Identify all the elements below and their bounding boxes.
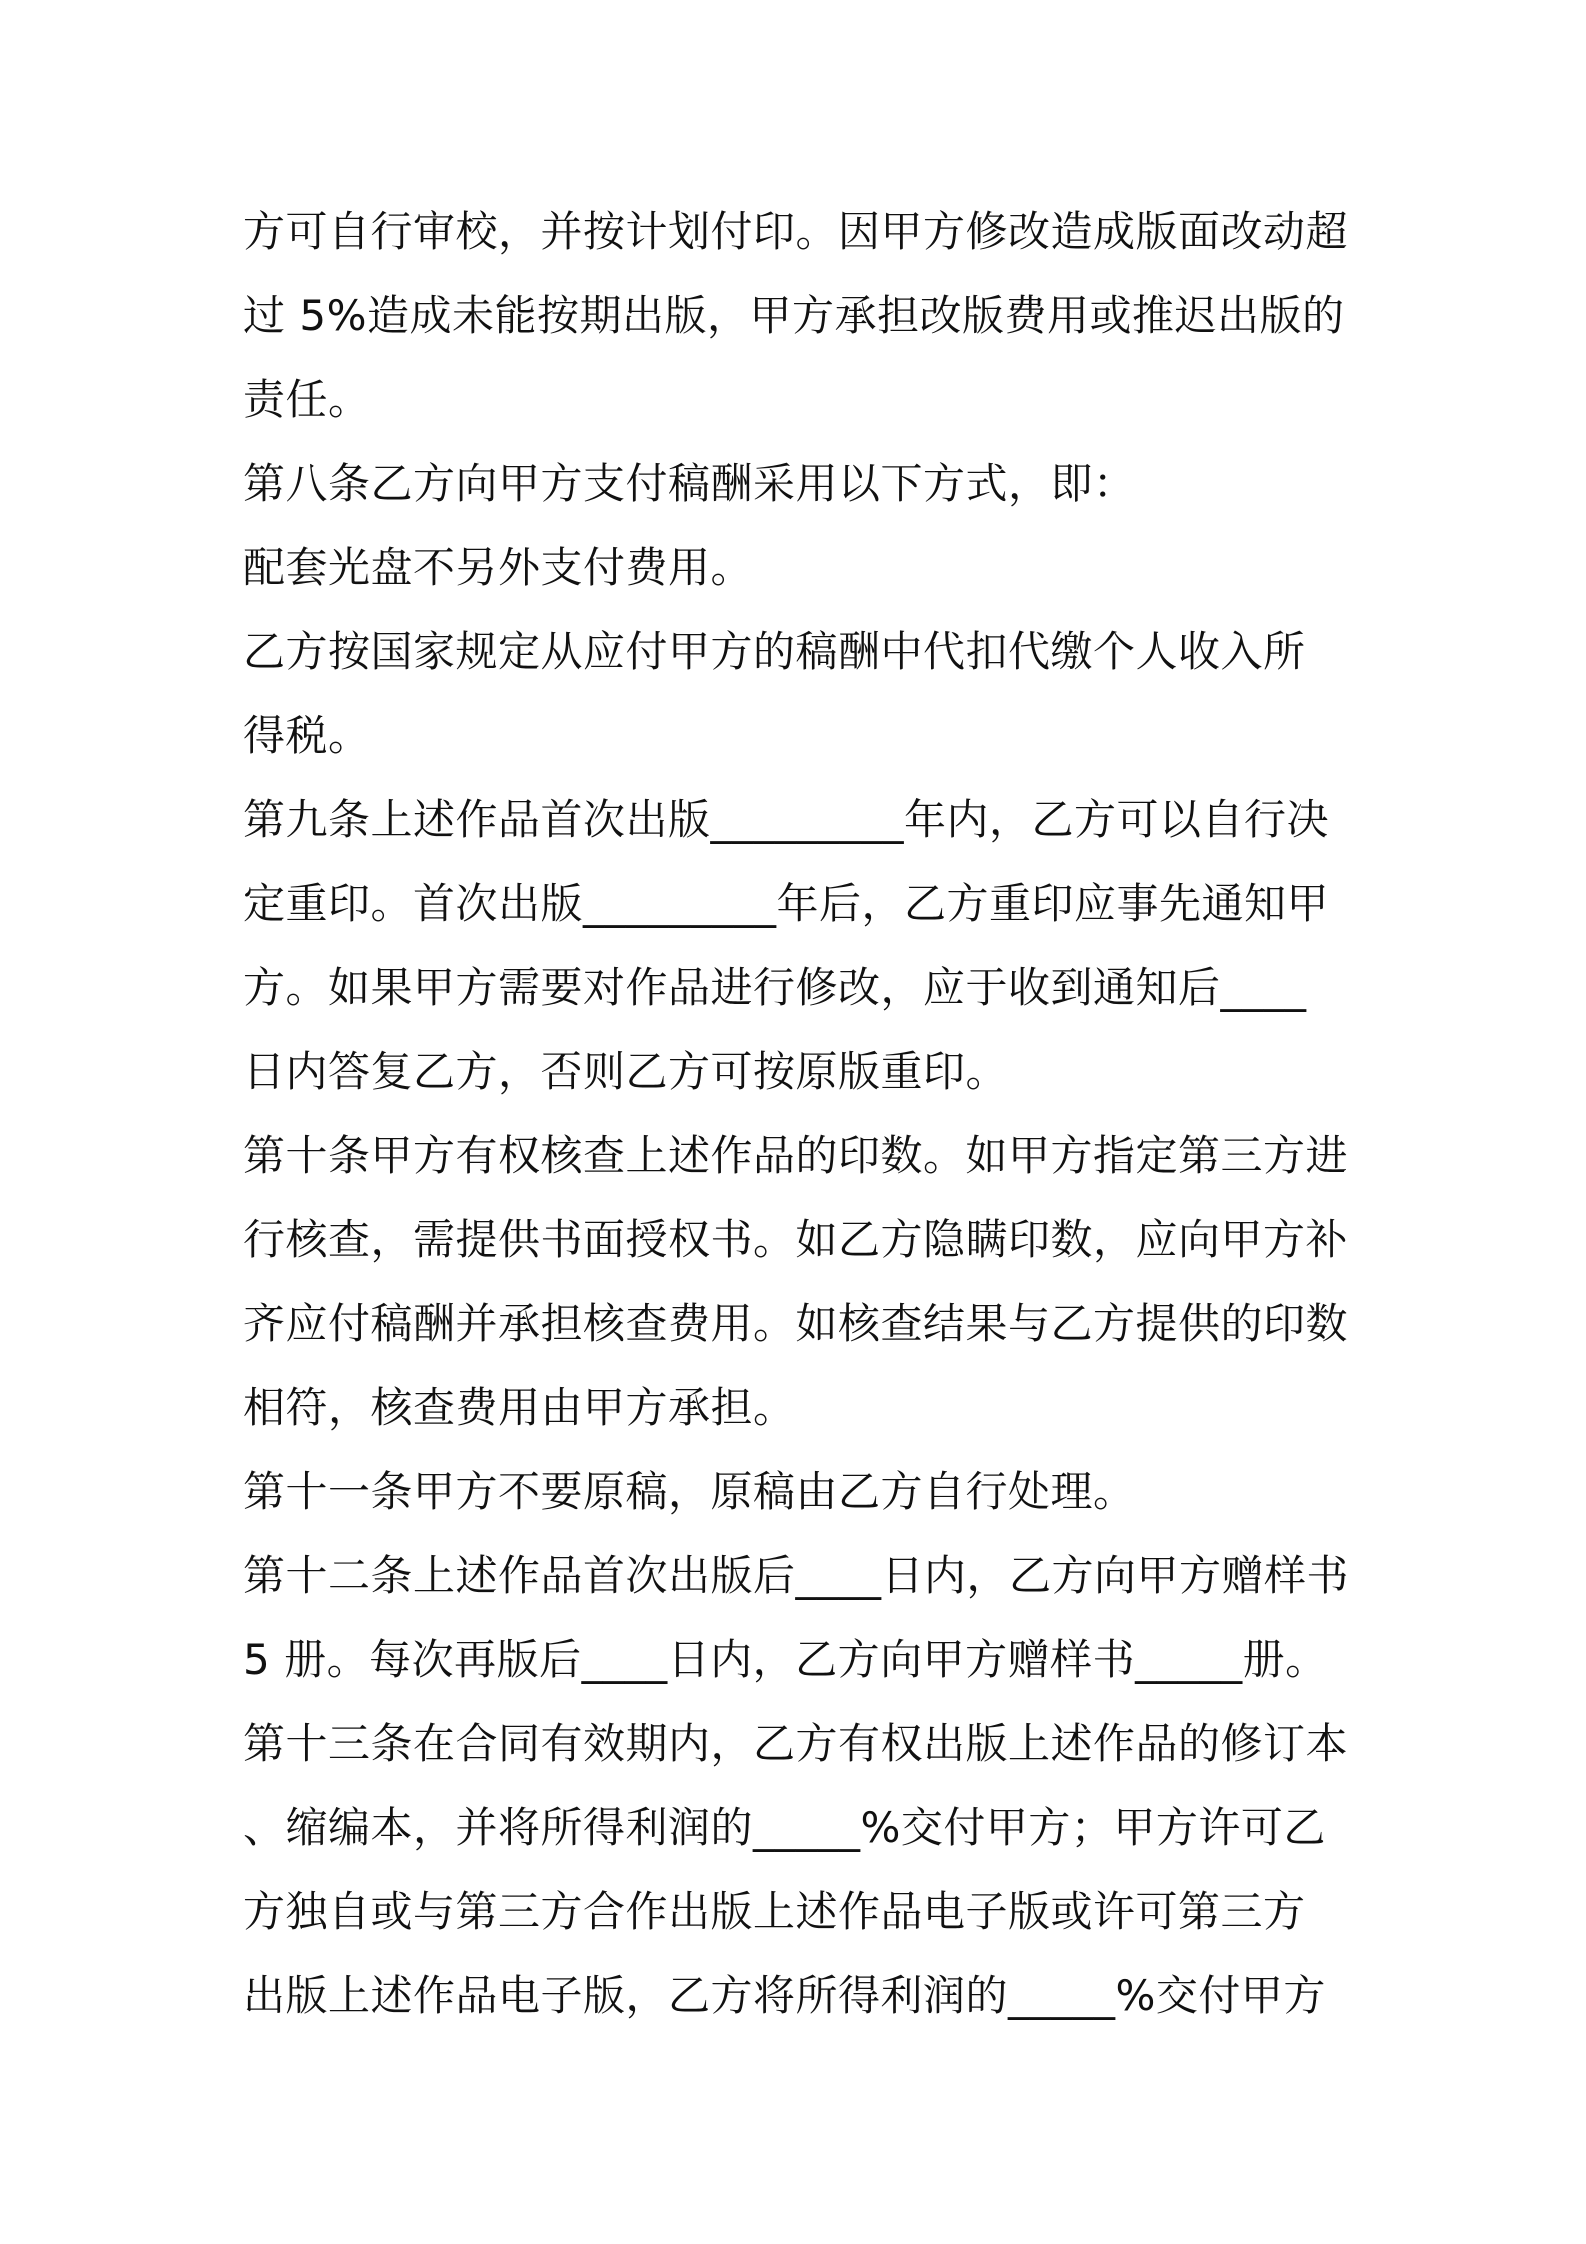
text-line: 、缩编本，并将所得利润的_____%交付甲方；甲方许可乙 [243, 1803, 1326, 1852]
text-line: 乙方按国家规定从应付甲方的稿酬中代扣代缴个人收入所 [243, 627, 1306, 676]
text-line: 第八条乙方向甲方支付稿酬采用以下方式，即： [243, 459, 1136, 508]
text-line: 过 5%造成未能按期出版，甲方承担改版费用或推迟出版的 [243, 291, 1345, 340]
text-line: 配套光盘不另外支付费用。 [243, 543, 754, 592]
text-line: 方。如果甲方需要对作品进行修改，应于收到通知后____ [243, 963, 1307, 1012]
text-line: 出版上述作品电子版，乙方将所得利润的_____%交付甲方 [243, 1971, 1326, 2020]
text-line: 日内答复乙方，否则乙方可按原版重印。 [243, 1047, 1009, 1096]
text-line: 定重印。首次出版_________年后，乙方重印应事先通知甲 [243, 879, 1330, 928]
text-line: 第十三条在合同有效期内，乙方有权出版上述作品的修订本 [243, 1719, 1349, 1768]
text-line: 第十二条上述作品首次出版后____日内，乙方向甲方赠样书 [243, 1551, 1350, 1600]
text-line: 行核查，需提供书面授权书。如乙方隐瞒印数，应向甲方补 [243, 1215, 1349, 1264]
text-line: 方独自或与第三方合作出版上述作品电子版或许可第三方 [243, 1887, 1306, 1936]
contract-text-body [243, 190, 1363, 2038]
text-line: 责任。 [243, 375, 371, 424]
text-line: 第九条上述作品首次出版_________年内，乙方可以自行决 [243, 795, 1330, 844]
text-line: 得税。 [243, 711, 371, 760]
text-line: 第十条甲方有权核查上述作品的印数。如甲方指定第三方进 [243, 1131, 1349, 1180]
text-line: 相符，核查费用由甲方承担。 [243, 1383, 796, 1432]
text-line: 第十一条甲方不要原稿，原稿由乙方自行处理。 [243, 1467, 1136, 1516]
text-line: 齐应付稿酬并承担核查费用。如核查结果与乙方提供的印数 [243, 1299, 1349, 1348]
text-line: 5 册。每次再版后____日内，乙方向甲方赠样书_____册。 [243, 1635, 1328, 1684]
text-line: 方可自行审校，并按计划付印。因甲方修改造成版面改动超 [243, 207, 1349, 256]
